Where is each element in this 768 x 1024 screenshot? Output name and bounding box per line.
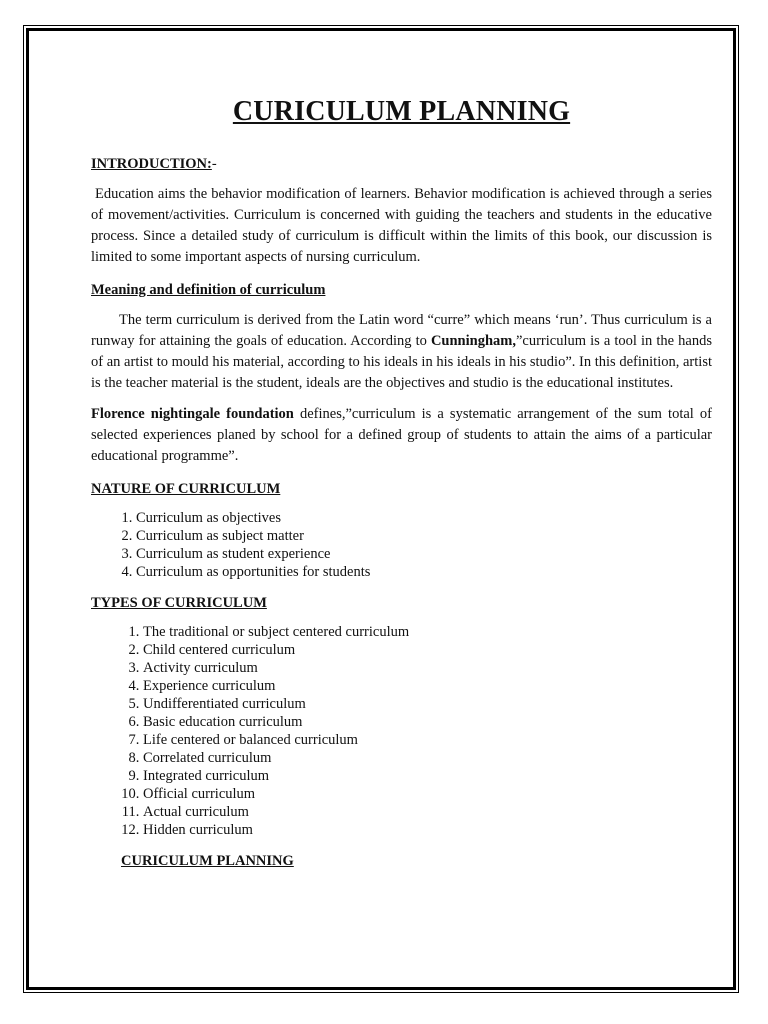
spacer: [91, 499, 712, 509]
list-item: 10. Official curriculum: [143, 785, 712, 803]
spacer: [91, 467, 712, 479]
list-item: 1. The traditional or subject centered curriculum: [143, 623, 712, 641]
spacer: [91, 581, 712, 593]
meaning-paragraph-1: [91, 310, 712, 394]
spacer: [91, 613, 712, 623]
introduction-heading: [91, 154, 712, 174]
list-item: 8. Correlated curriculum: [143, 749, 712, 767]
introduction-heading-label: INTRODUCTION:: [91, 156, 212, 172]
document-title: CURICULUM PLANNING: [232, 96, 571, 127]
list-item: 3. Curriculum as student experience: [136, 545, 712, 563]
introduction-heading-suffix: -: [211, 156, 217, 172]
meaning-paragraph-1-part-a: The term curriculum is derived from the Latin word “curre” which means ‘run’. Thus curriculum is a runway for attaining the goals of education. According to: [91, 312, 712, 349]
meaning-paragraph-2: [91, 404, 712, 467]
planning-heading-label: CURICULUM PLANNING: [121, 853, 294, 869]
types-list: [91, 623, 712, 839]
meaning-paragraph-2-part-b: defines,”curriculum is a systematic arrangement of the sum total of selected experiences planed by school for a defined group of students to attain the aims of a particular educational programme”.: [91, 406, 712, 464]
nature-heading: [91, 479, 712, 499]
types-heading-label: TYPES OF CURRICULUM: [91, 595, 267, 611]
list-item: 4. Curriculum as opportunities for students: [136, 563, 712, 581]
spacer: [91, 174, 712, 184]
meaning-heading-label: Meaning and definition of curriculum: [91, 282, 326, 298]
list-item: 7. Life centered or balanced curriculum: [143, 731, 712, 749]
list-item: 4. Experience curriculum: [143, 677, 712, 695]
meaning-paragraph-1-part-b: ”curriculum is a tool in the hands of an artist to mould his material, according to his ideals in his ideals in his studio”. In this definition, artist is the teacher material is the student, ideals are the objectives and studio is the educational institutes.: [91, 333, 712, 391]
cunningham-name: Cunningham,: [430, 333, 516, 349]
spacer: [91, 300, 712, 310]
types-heading: [91, 593, 712, 613]
list-item: 6. Basic education curriculum: [143, 713, 712, 731]
spacer: [91, 268, 712, 280]
list-item: 2. Child centered curriculum: [143, 641, 712, 659]
list-item: 1. Curriculum as objectives: [136, 509, 712, 527]
list-item: 2. Curriculum as subject matter: [136, 527, 712, 545]
meaning-heading: [91, 280, 712, 300]
list-item: 11. Actual curriculum: [143, 803, 712, 821]
list-item: 9. Integrated curriculum: [143, 767, 712, 785]
spacer: [91, 394, 712, 404]
list-item: 12. Hidden curriculum: [143, 821, 712, 839]
nature-heading-label: NATURE OF CURRICULUM: [91, 481, 281, 497]
spacer: [91, 839, 712, 851]
planning-heading: [121, 851, 712, 871]
florence-foundation-name: Florence nightingale foundation: [91, 406, 294, 422]
document-body: [91, 92, 712, 871]
list-item: 5. Undifferentiated curriculum: [143, 695, 712, 713]
introduction-paragraph: Education aims the behavior modification of learners. Behavior modification is achieved through a series of movement/activities. Curriculum is concerned with guiding the teachers and students in the educative process. Since a detailed study of curriculum is difficult within the limits of this book, our discussion is limited to some important aspects of nursing curriculum.: [91, 186, 712, 265]
list-item: 3. Activity curriculum: [143, 659, 712, 677]
nature-list: [91, 509, 712, 581]
